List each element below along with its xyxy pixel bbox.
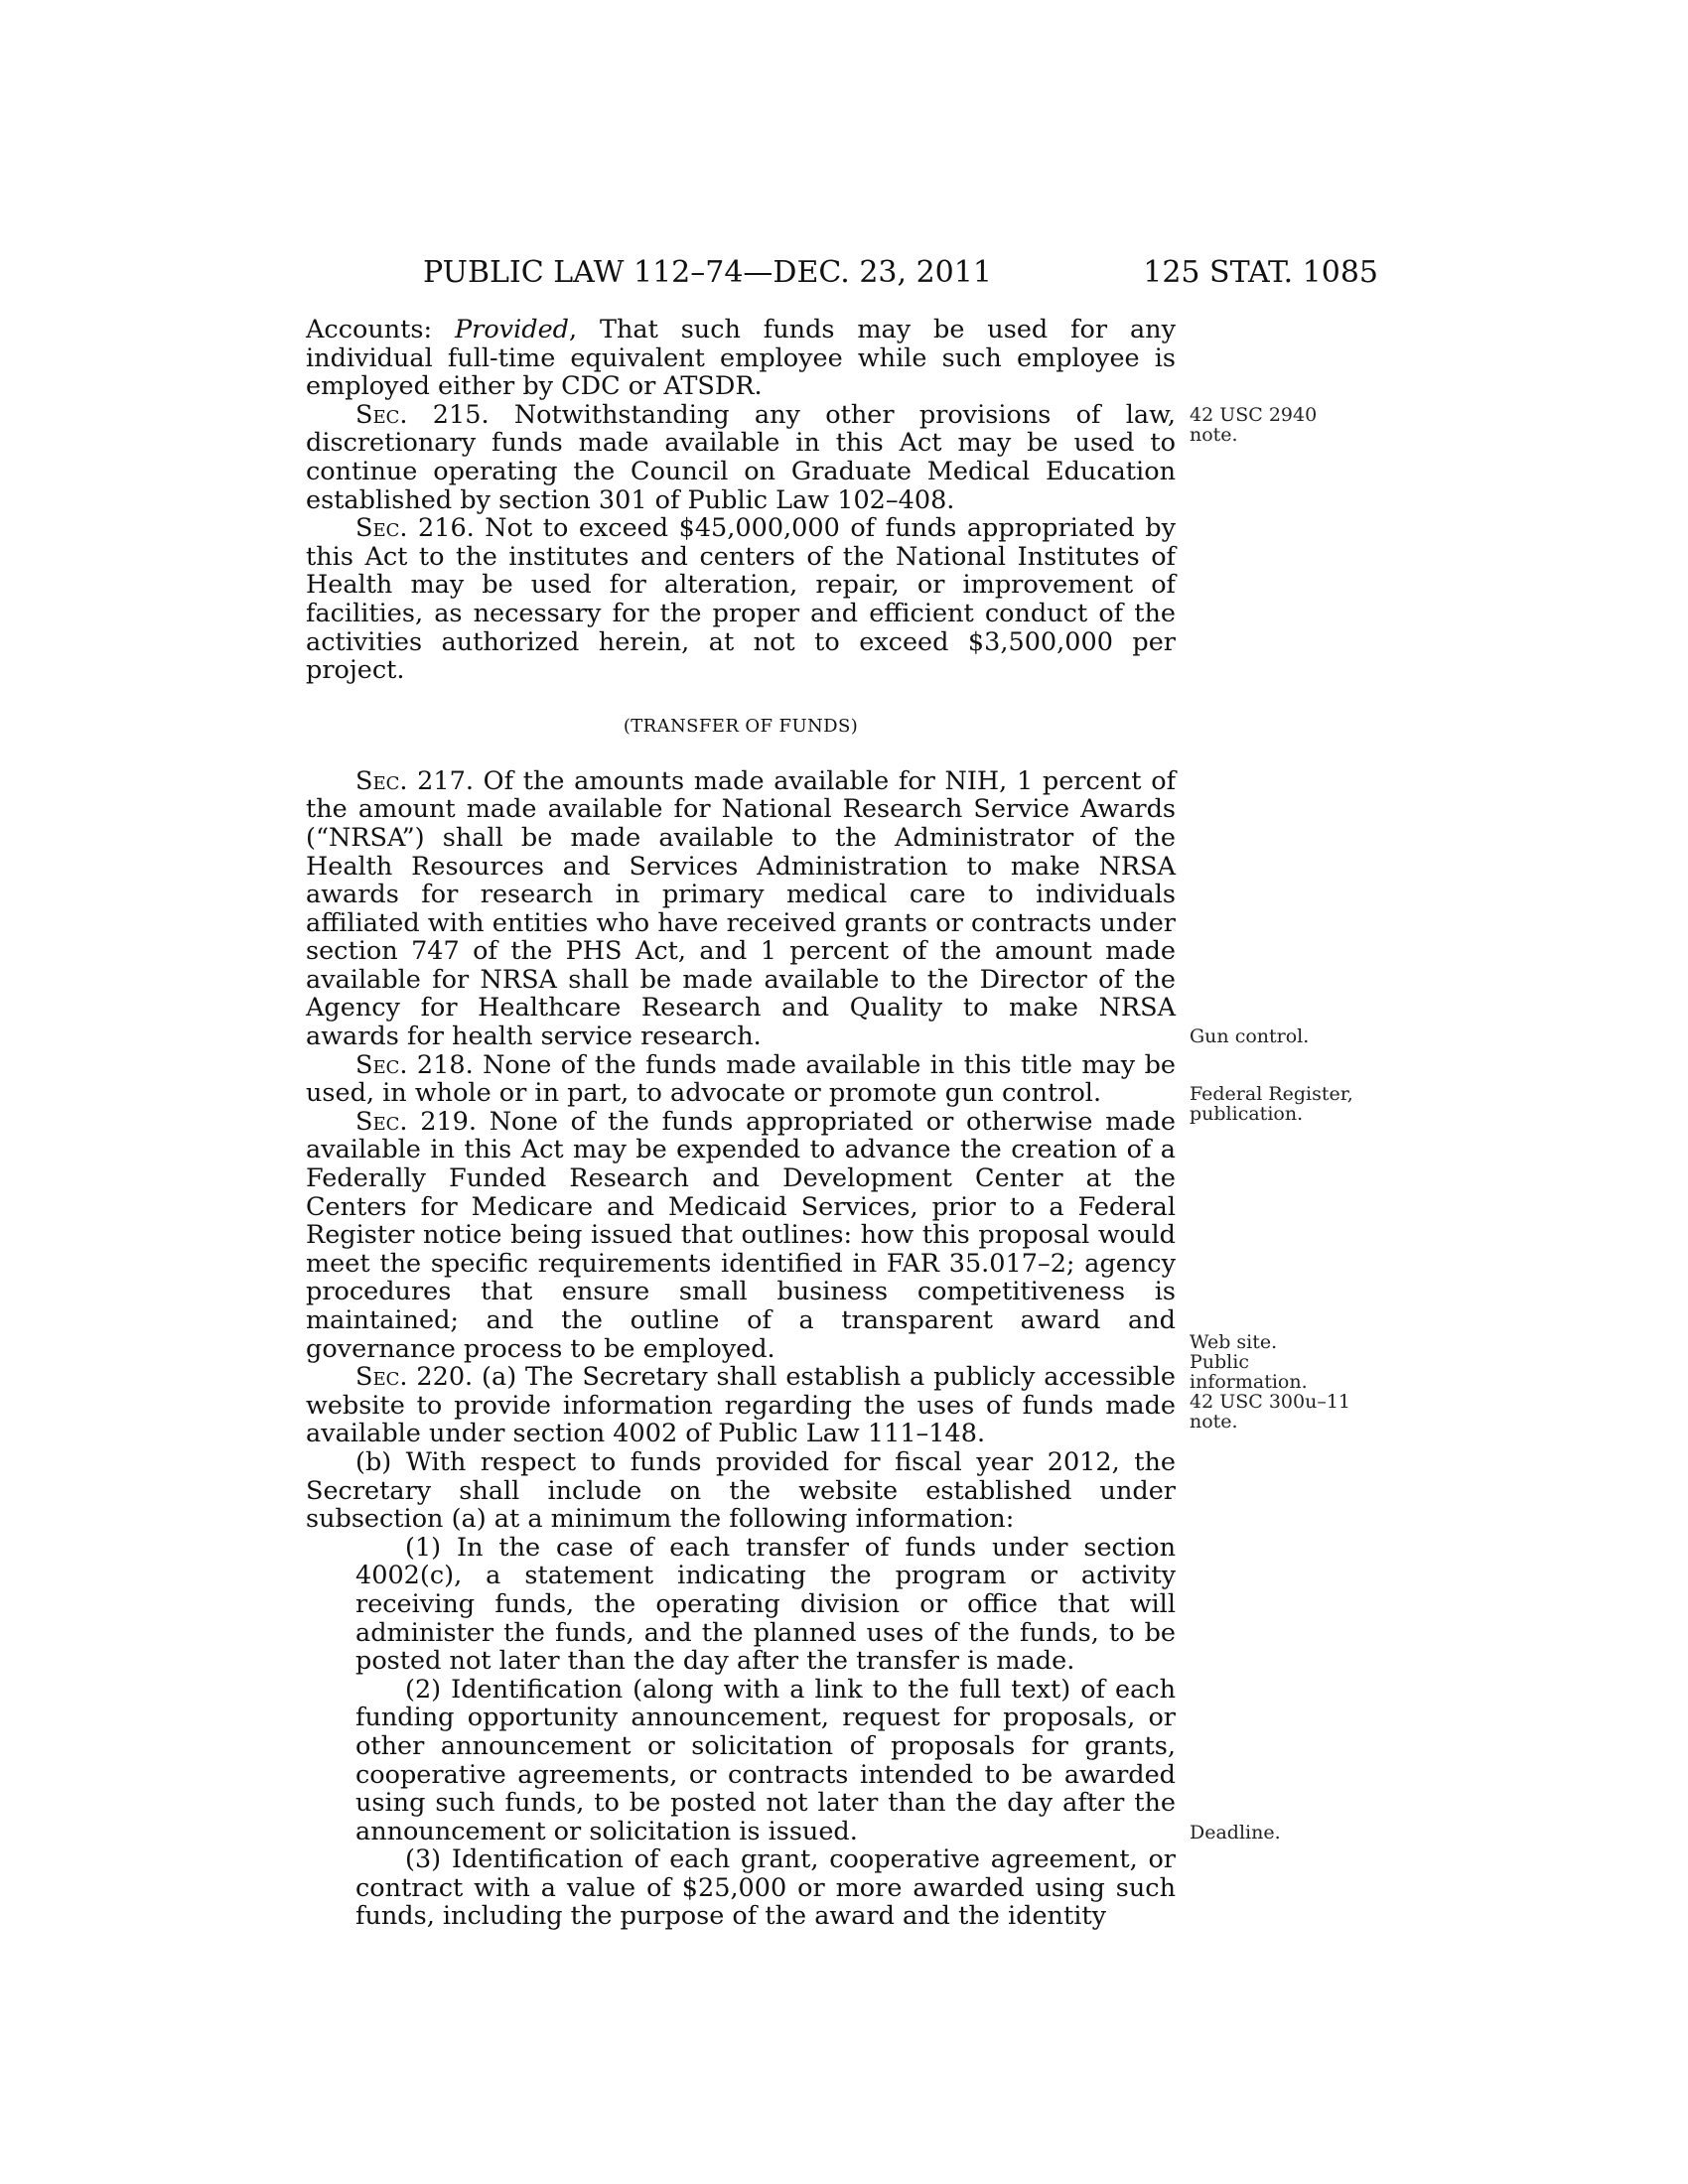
- statute-page-number: 125 STAT. 1085: [1143, 255, 1378, 290]
- provided-term: Provided: [454, 315, 569, 344]
- section-220-subsection-b: (b) With respect to funds provided for fiscal year 2012, the Secretary shall include on the website established under subsection (a) at a minimum the following information:: [306, 1446, 1176, 1535]
- section-220-paragraph-3: (3) Identification of each grant, cooperative agreement, or contract with a value of $25,000 or more awarded using such funds, including the purpose of the award and the identity: [355, 1844, 1176, 1932]
- section-218-text: None of the funds made available in this title may be used, in whole or in part, to advocate or promote gun control.: [306, 1049, 1176, 1109]
- section-215: [306, 401, 1176, 514]
- margin-note-deadline: Deadline.: [1190, 1822, 1281, 1843]
- continued-text-end: , That such funds may be used for any individual full-time equivalent employee while such employee is employed either by CDC or ATSDR.: [306, 315, 1176, 402]
- section-218: [306, 1051, 1176, 1108]
- section-216-label: Sec. 216.: [355, 513, 475, 544]
- section-215-label: Sec. 215.: [355, 399, 490, 430]
- statute-body: [306, 316, 1176, 1931]
- section-219: [306, 1108, 1176, 1363]
- section-219-text: None of the funds appropriated or otherwise made available in this Act may be expended to advance the creation of a Federally Funded Research and Development Center at the Centers for Medicare and Medicaid Services, prior to a Federal Register notice being issued that outlines: how this proposal would meet the specific requirements identified in FAR 35.017–2; agency procedures that ensure small business competitiveness is maintained; and the outline of a transparent award and governance process to be employed.: [306, 1106, 1176, 1364]
- section-220: [306, 1363, 1176, 1448]
- running-head-title: PUBLIC LAW 112–74—DEC. 23, 2011: [423, 255, 992, 290]
- section-215-text: Notwithstanding any other provisions of law, discretionary funds made available in this Act may be used to continue operating the Council on Graduate Medical Education established by section 301 of Public Law 102–408.: [306, 399, 1176, 515]
- section-216: [306, 514, 1176, 685]
- section-216-text: Not to exceed $45,000,000 of funds appropriated by this Act to the institutes and centers of the National Institutes of Health may be used for alteration, repair, or improvement of facilities, as necessary for the proper and efficient conduct of the activities authorized herein, at not to exceed $3,500,000 per project.: [306, 513, 1176, 686]
- section-219-label: Sec. 219.: [355, 1106, 477, 1137]
- margin-note-federal-register: Federal Register, publication.: [1190, 1083, 1353, 1125]
- section-220-paragraph-2: (2) Identification (along with a link to the full text) of each funding opportunity announcement, request for proposals, or other announcement or solicitation of proposals for grants, cooperative agreements, or contracts intended to be awarded using such funds, to be posted not later than the day after the announcement or solicitation is issued.: [355, 1674, 1176, 1846]
- section-220-text: (a) The Secretary shall establish a publicly accessible website to provide information regarding the uses of funds made available under section 4002 of Public Law 111–148.: [306, 1362, 1176, 1449]
- section-220-label: Sec. 220.: [355, 1362, 474, 1393]
- margin-note-gun-control: Gun control.: [1190, 1025, 1310, 1047]
- margin-note-website: Web site. Public information. 42 USC 300u–11 note.: [1190, 1331, 1351, 1433]
- continued-text-start: Accounts:: [306, 315, 455, 344]
- section-220-paragraph-1: (1) In the case of each transfer of funds under section 4002(c), a statement indicating the program or activity receiving funds, the operating division or office that will administer the funds, and the planned uses of the funds, to be posted not later than the day after the transfer is made.: [355, 1532, 1176, 1677]
- continued-paragraph: [306, 316, 1176, 401]
- transfer-of-funds-heading: (TRANSFER OF FUNDS): [623, 715, 859, 737]
- page-header: [306, 253, 1378, 293]
- section-217-text: Of the amounts made available for NIH, 1 percent of the amount made available for National Research Service Awards (“NRSA”) shall be made available to the Administrator of the Health Resources and Services Administration to make NRSA awards for research in primary medical care to individuals affiliated with entities who have received grants or contracts under section 747 of the PHS Act, and 1 percent of the amount made available for NRSA shall be made available to the Director of the Agency for Healthcare Research and Quality to make NRSA awards for health service research.: [306, 765, 1177, 1052]
- section-217: [306, 767, 1176, 1051]
- section-218-label: Sec. 218.: [355, 1049, 474, 1080]
- margin-note-usc-2940: 42 USC 2940 note.: [1190, 404, 1318, 446]
- section-217-label: Sec. 217.: [355, 765, 474, 796]
